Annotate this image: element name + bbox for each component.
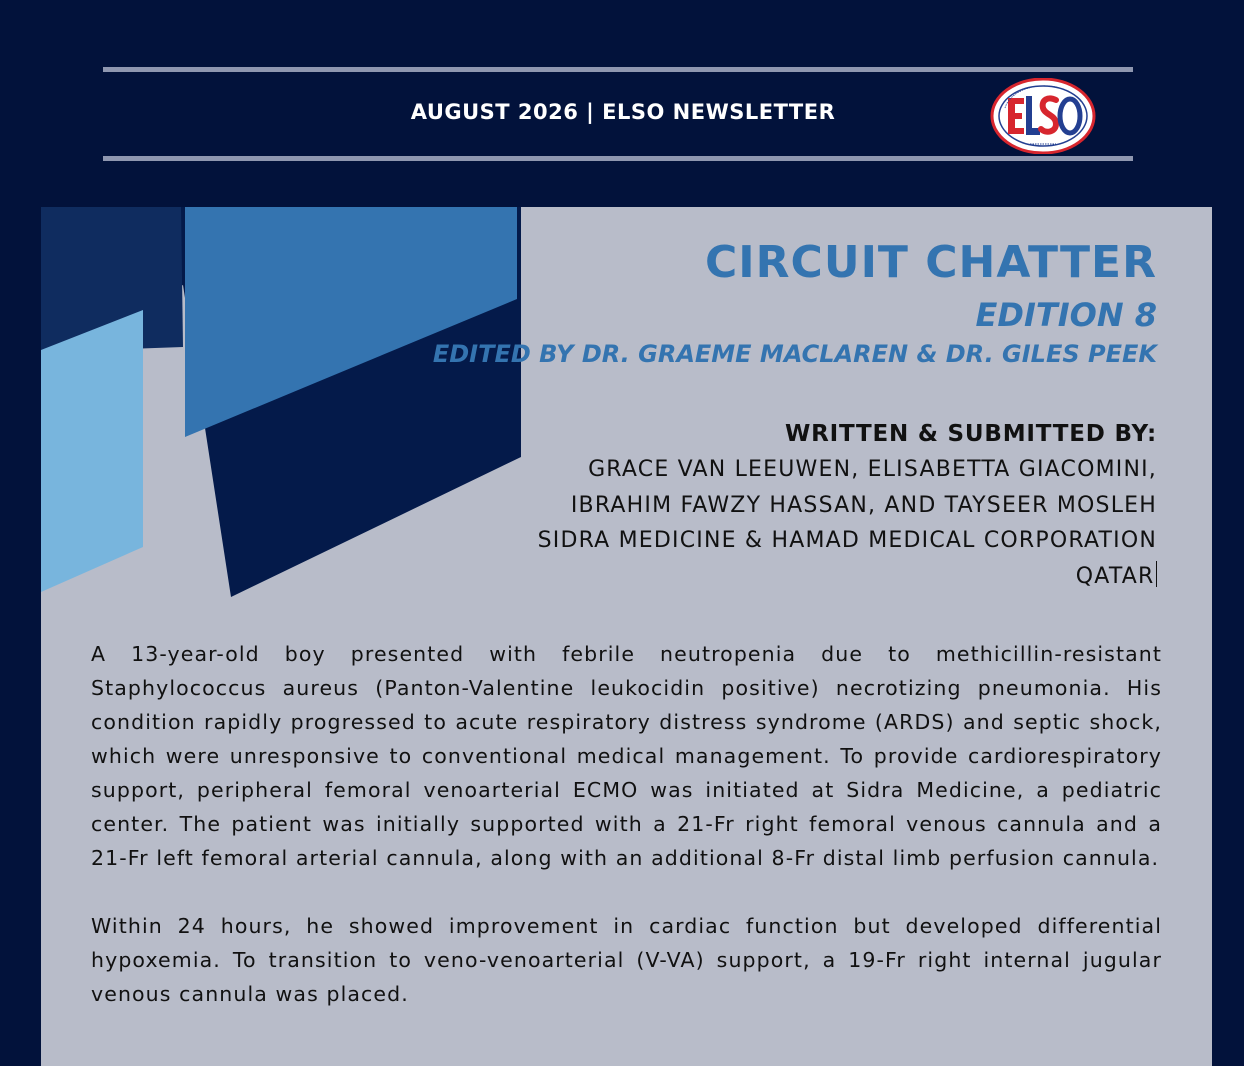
article-card xyxy=(41,207,1212,1066)
country-line xyxy=(538,559,1157,595)
authors-line: GRACE VAN LEEUWEN, ELISABETTA GIACOMINI, xyxy=(588,457,1157,482)
authors-heading: WRITTEN & SUBMITTED BY: xyxy=(784,421,1157,447)
elso-logo xyxy=(990,78,1096,154)
country-text: QATAR xyxy=(1075,563,1155,589)
body-paragraph: A 13-year-old boy presented with febrile neutropenia due to methicillin-resistant Staphylococcus aureus (Panton-Valentine leukocidin positive) necrotizing pneumonia. His condition rapidly progressed to acute respiratory distress syndrome (ARDS) and septic shock, which were unresponsive to conventional medical management. To provide cardiorespiratory support, peripheral femoral venoarterial ECMO was initiated at Sidra Medicine, a pediatric center. The patient was initially supported with a 21-Fr right femoral venous cannula and a 21-Fr left femoral arterial cannula, along with an additional 8-Fr distal limb perfusion cannula. xyxy=(91,642,1162,870)
newsletter-header-text: AUGUST 2026 | ELSO NEWSLETTER xyxy=(410,100,836,124)
article-body xyxy=(91,637,1162,1011)
text-cursor xyxy=(1156,561,1158,587)
editors-line: EDITED BY DR. GRAEME MACLAREN & DR. GILES PEEK xyxy=(432,340,1157,368)
authors-block xyxy=(538,419,1157,594)
body-paragraph: Within 24 hours, he showed improvement in cardiac function but developed differential hypoxemia. To transition to veno-venoarterial (V-VA) support, a 19-Fr right internal jugular venous cannula was placed. xyxy=(91,914,1162,1006)
edition-label: EDITION 8 xyxy=(975,296,1157,334)
header-bottom-rule xyxy=(103,156,1133,161)
authors-line: IBRAHIM FAWZY HASSAN, AND TAYSEER MOSLEH xyxy=(570,492,1157,518)
header-top-rule xyxy=(103,67,1133,72)
title-block xyxy=(433,237,1157,368)
institution-line: SIDRA MEDICINE & HAMAD MEDICAL CORPORATION xyxy=(537,528,1157,553)
article-title: CIRCUIT CHATTER xyxy=(705,237,1157,288)
